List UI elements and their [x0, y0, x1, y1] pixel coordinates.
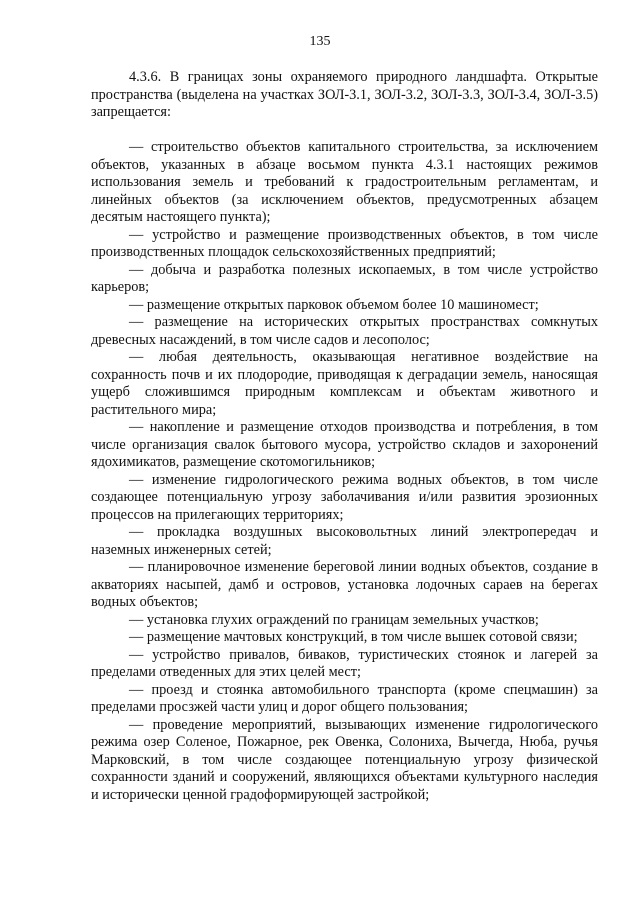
section-intro-paragraph: 4.3.6. В границах зоны охраняемого природного ландшафта. Открытые пространства (выделена на участках ЗОЛ-3.1, ЗОЛ-3.2, ЗОЛ-3.3, ЗОЛ-3.4, ЗОЛ-3.5) запрещается:	[91, 69, 598, 120]
prohibition-item: — размещение на исторических открытых пространствах сомкнутых древесных насаждений, в том числе садов и лесополос;	[91, 314, 598, 348]
prohibition-item: — накопление и размещение отходов производства и потребления, в том числе организация свалок бытового мусора, устройство складов и захоронений ядохимикатов, размещение скотомогильников;	[91, 419, 598, 470]
prohibition-item: — прокладка воздушных высоковольтных линий электропередач и наземных инженерных сетей;	[91, 524, 598, 558]
document-body	[91, 69, 598, 804]
prohibition-item: — установка глухих ограждений по границам земельных участков;	[129, 611, 539, 628]
prohibition-item: — строительство объектов капитального строительства, за исключением объектов, указанных в абзаце восьмом пункта 4.3.1 настоящих режимов использования земель и требований к градостроительным регламентам, и линейных объектов (за исключением объектов, предусмотренных абзацем десятым настоящего пункта);	[91, 139, 598, 225]
prohibition-item: — планировочное изменение береговой линии водных объектов, создание в акваториях насыпей, дамб и островов, установка лодочных сараев на берегах водных объектов;	[91, 559, 598, 610]
prohibition-item: — устройство и размещение производственных объектов, в том числе производственных площадок сельскохозяйственных предприятий;	[91, 226, 598, 260]
prohibition-item: — добыча и разработка полезных ископаемых, в том числе устройство карьеров;	[91, 261, 598, 295]
page-number: 135	[309, 34, 331, 49]
prohibition-item: — устройство привалов, биваков, туристических стоянок и лагерей за пределами отведенных для этих целей мест;	[91, 646, 598, 680]
prohibition-item: — проезд и стоянка автомобильного транспорта (кроме спецмашин) за пределами просзжей части улиц и дорог общего пользования;	[91, 681, 598, 715]
prohibition-item: — размещение мачтовых конструкций, в том числе вышек сотовой связи;	[129, 629, 578, 645]
prohibition-item: — изменение гидрологического режима водных объектов, в том числе создающее потенциальную угрозу заболачивания и/или развития эрозионных процессов на прилегающих территориях;	[91, 471, 598, 523]
prohibition-item: — любая деятельность, оказывающая негативное воздействие на сохранность почв и их плодородие, приводящая к деградации земель, наносящая ущерб сложившимся природным комплексам и объектам животного и растительного мира;	[91, 349, 598, 418]
prohibition-item: — проведение мероприятий, вызывающих изменение гидрологического режима озер Соленое, Пожарное, рек Овенка, Солониха, Вычегда, Нюба, ручья Марковский, в том числе создающее потенциальную угрозу физической сохранности зданий и сооружений, являющихся объектами культурного наследия и исторически ценной градоформирующей застройкой;	[91, 716, 598, 803]
prohibition-item: — размещение открытых парковок объемом более 10 машиномест;	[129, 296, 539, 313]
